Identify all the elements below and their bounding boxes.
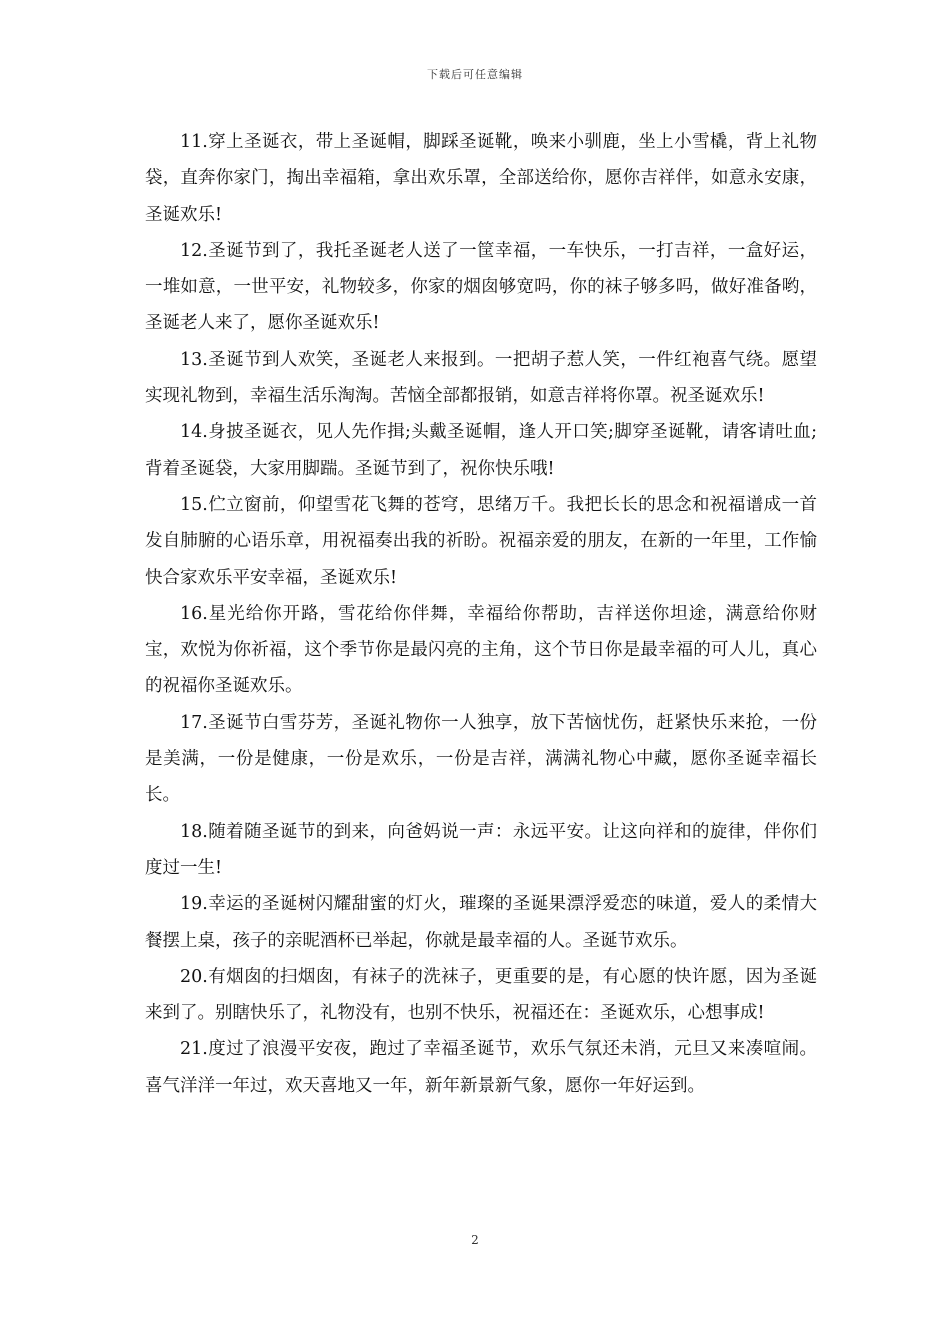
- paragraph-11: 11.穿上圣诞衣，带上圣诞帽，脚踩圣诞靴，唤来小驯鹿，坐上小雪橇，背上礼物袋，直奔你家门，掏出幸福箱，拿出欢乐罩，全部送给你，愿你吉祥伴，如意永安康，圣诞欢乐!: [145, 132, 817, 225]
- paragraph-21: 21.度过了浪漫平安夜，跑过了幸福圣诞节，欢乐气氛还未消，元旦又来凑喧闹。喜气洋洋一年过，欢天喜地又一年，新年新景新气象，愿你一年好运到。: [145, 1039, 817, 1096]
- paragraph-18: 18.随着随圣诞节的到来，向爸妈说一声：永远平安。让这向祥和的旋律，伴你们度过一生!: [145, 821, 817, 878]
- page-number: 2: [471, 1233, 479, 1247]
- paragraph-17: 17.圣诞节白雪芬芳，圣诞礼物你一人独享，放下苦恼忧伤，赶紧快乐来抢，一份是美满，一份是健康，一份是欢乐，一份是吉祥，满满礼物心中藏，愿你圣诞幸福长长。: [145, 712, 817, 806]
- page-header: 下载后可任意编辑: [427, 68, 523, 81]
- paragraph-20: 20.有烟囱的扫烟囱，有袜子的洗袜子，更重要的是，有心愿的快许愿，因为圣诞来到了。别瞎快乐了，礼物没有，也别不快乐，祝福还在：圣诞欢乐，心想事成!: [145, 966, 817, 1024]
- paragraph-13: 13.圣诞节到人欢笑，圣诞老人来报到。一把胡子惹人笑，一件红袍喜气绕。愿望实现礼物到，幸福生活乐淘淘。苦恼全部都报销，如意吉祥将你罩。祝圣诞欢乐!: [145, 349, 817, 407]
- paragraph-19: 19.幸运的圣诞树闪耀甜蜜的灯火，璀璨的圣诞果漂浮爱恋的味道，爱人的柔情大餐摆上桌，孩子的亲昵酒杯已举起，你就是最幸福的人。圣诞节欢乐。: [145, 894, 817, 951]
- paragraph-15: 15.伫立窗前，仰望雪花飞舞的苍穹，思绪万千。我把长长的思念和祝福谱成一首发自肺腑的心语乐章，用祝福奏出我的祈盼。祝福亲爱的朋友，在新的一年里，工作愉快合家欢乐平安幸福，圣诞欢乐!: [145, 494, 817, 588]
- paragraph-12: 12.圣诞节到了，我托圣诞老人送了一筐幸福，一车快乐，一打吉祥，一盒好运，一堆如意，一世平安，礼物较多，你家的烟囱够宽吗，你的袜子够多吗，做好准备哟，圣诞老人来了，愿你圣诞欢乐!: [145, 240, 817, 334]
- document-body: [145, 124, 817, 1104]
- paragraph-14: 14.身披圣诞衣，见人先作揖;头戴圣诞帽，逢人开口笑;脚穿圣诞靴，请客请吐血;背着圣诞袋，大家用脚踹。圣诞节到了，祝你快乐哦!: [145, 422, 817, 479]
- paragraph-16: 16.星光给你开路，雪花给你伴舞，幸福给你帮助，吉祥送你坦途，满意给你财宝，欢悦为你祈福，这个季节你是最闪亮的主角，这个节日你是最幸福的可人儿，真心的祝福你圣诞欢乐。: [145, 603, 817, 697]
